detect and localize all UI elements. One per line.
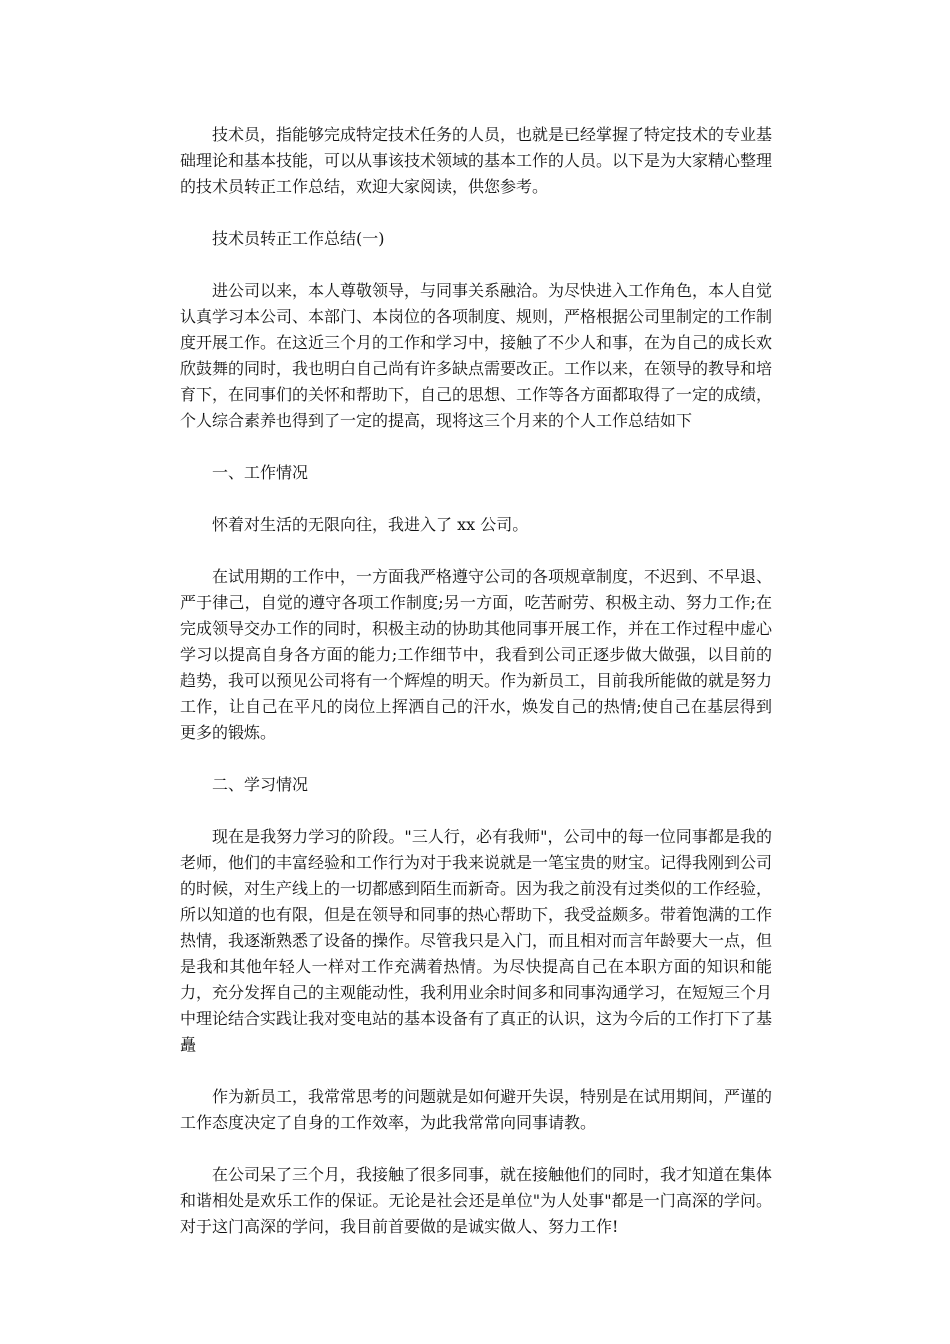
paragraph-2: 怀着对生活的无限向往，我进入了 xx 公司。 bbox=[212, 515, 529, 534]
paragraph-4: 现在是我努力学习的阶段。"三人行，必有我师"，公司中的每一位同事都是我的老师，他们的丰富经验和工作行为对于我来说就是一笔宝贵的财宝。记得我刚到公司的时候，对生产线上的一切都感到陌生而新奇。因为我之前没有过类似的工作经验，所以知道的也有限，但是在领导和同事的热心帮助下，我受益颇多。带着饱满的工作热情，我逐渐熟悉了设备的操作。尽管我只是入门，而且相对而言年龄要大一点，但是我和其他年轻人一样对工作充满着热情。为尽快提高自己在本职方面的知识和能力，充分发挥自己的主观能动性，我利用业余时间多和同事沟通学习，在短短三个月中理论结合实践让我对变电站的基本设备有了真正的认识，这为今后的工作打下了基矗 bbox=[180, 827, 773, 1054]
document-page bbox=[180, 122, 772, 1266]
paragraph-6: 在公司呆了三个月，我接触了很多同事，就在接触他们的同时，我才知道在集体和谐相处是欢乐工作的保证。无论是社会还是单位"为人处事"都是一门高深的学问。对于这门高深的学问，我目前首要做的是诚实做人、努力工作! bbox=[180, 1165, 773, 1236]
document-title: 技术员转正工作总结(一) bbox=[212, 229, 385, 248]
paragraph-3: 在试用期的工作中，一方面我严格遵守公司的各项规章制度，不迟到、不早退、严于律己，自觉的遵守各项工作制度;另一方面，吃苦耐劳、积极主动、努力工作;在完成领导交办工作的同时，积极主动的协助其他同事开展工作，并在工作过程中虚心学习以提高自身各方面的能力;工作细节中，我看到公司正逐步做大做强，以目前的趋势，我可以预见公司将有一个辉煌的明天。作为新员工，目前我所能做的就是努力工作，让自己在平凡的岗位上挥洒自己的汗水，焕发自己的热情;使自己在基层得到更多的锻炼。 bbox=[180, 567, 773, 742]
paragraph-1: 进公司以来，本人尊敬领导，与同事关系融洽。为尽快进入工作角色，本人自觉认真学习本公司、本部门、本岗位的各项制度、规则，严格根据公司里制定的工作制度开展工作。在这近三个月的工作和学习中，接触了不少人和事，在为自己的成长欢欣鼓舞的同时，我也明白自己尚有许多缺点需要改正。工作以来，在领导的教导和培育下，在同事们的关怀和帮助下，自己的思想、工作等各方面都取得了一定的成绩，个人综合素养也得到了一定的提高，现将这三个月来的个人工作总结如下 bbox=[180, 281, 773, 430]
paragraph-5: 作为新员工，我常常思考的问题就是如何避开失误，特别是在试用期间，严谨的工作态度决定了自身的工作效率，为此我常常向同事请教。 bbox=[180, 1087, 773, 1132]
section-heading-study: 二、学习情况 bbox=[212, 775, 309, 794]
section-heading-work: 一、工作情况 bbox=[212, 463, 309, 482]
intro-paragraph: 技术员，指能够完成特定技术任务的人员，也就是已经掌握了特定技术的专业基础理论和基本技能，可以从事该技术领域的基本工作的人员。以下是为大家精心整理的技术员转正工作总结，欢迎大家阅读，供您参考。 bbox=[180, 125, 773, 196]
